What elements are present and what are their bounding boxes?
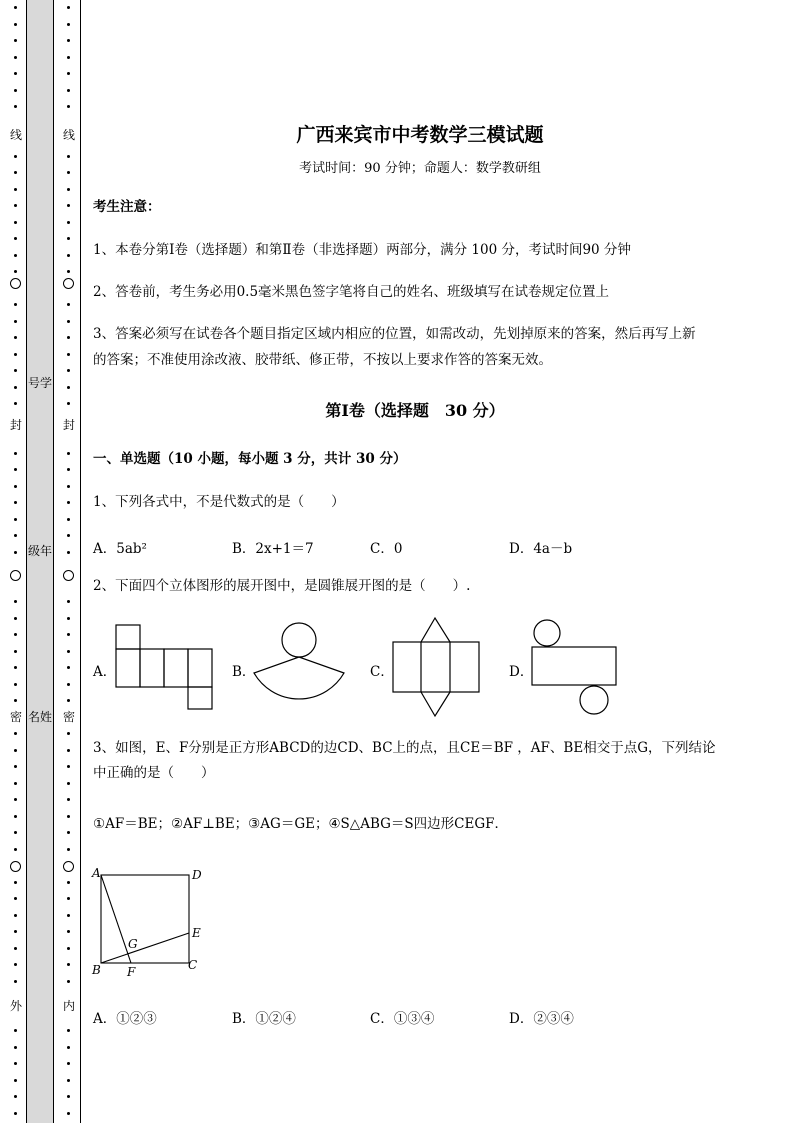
margin-dot bbox=[67, 650, 70, 653]
margin-dot bbox=[67, 617, 70, 620]
margin-dot bbox=[67, 188, 70, 191]
margin-dot bbox=[14, 72, 17, 75]
margin-dot bbox=[67, 303, 70, 306]
margin-dot bbox=[67, 23, 70, 26]
q2-option-b-label: B． bbox=[232, 664, 256, 680]
margin-dot bbox=[14, 221, 17, 224]
margin-dot bbox=[14, 980, 17, 983]
margin-dot bbox=[67, 386, 70, 389]
notice-item: 的答案；不准使用涂改液、胶带纸、修正带，不按以上要求作答的答案无效。 bbox=[93, 352, 552, 368]
margin-dot bbox=[14, 1046, 17, 1049]
point-c-label: C bbox=[188, 958, 198, 972]
margin-dot bbox=[14, 666, 17, 669]
point-e-label: E bbox=[192, 926, 201, 940]
q3-option-d: D．②③④ bbox=[509, 1011, 574, 1027]
margin-dot bbox=[14, 303, 17, 306]
field-student-number: 号学 bbox=[27, 376, 52, 390]
point-g-label: G bbox=[128, 937, 138, 951]
margin-dot bbox=[14, 617, 17, 620]
margin-circle bbox=[10, 570, 21, 581]
margin-dot bbox=[67, 1079, 70, 1082]
margin-circle bbox=[63, 570, 74, 581]
margin-dot bbox=[14, 1079, 17, 1082]
question-1-stem: 1、下列各式中，不是代数式的是（ ） bbox=[93, 494, 345, 510]
margin-label: 封 bbox=[62, 418, 75, 432]
margin-dot bbox=[14, 320, 17, 323]
margin-label: 线 bbox=[62, 128, 75, 142]
margin-dot bbox=[14, 732, 17, 735]
margin-dot bbox=[67, 56, 70, 59]
margin-dot bbox=[67, 897, 70, 900]
margin-dot bbox=[14, 353, 17, 356]
margin-dot bbox=[67, 798, 70, 801]
margin-dot bbox=[67, 452, 70, 455]
margin-circle bbox=[10, 861, 21, 872]
margin-label: 封 bbox=[9, 418, 22, 432]
margin-dot bbox=[67, 320, 70, 323]
q2-option-d-label: D． bbox=[509, 664, 534, 680]
q3-square-figure bbox=[88, 862, 213, 982]
question-3-conclusions: ①AF＝BE；②AF⊥BE；③AG＝GE；④S△ABG＝S四边形CEGF． bbox=[93, 816, 508, 832]
margin-dot bbox=[14, 650, 17, 653]
margin-label: 外 bbox=[9, 999, 22, 1013]
margin-dot bbox=[14, 897, 17, 900]
margin-dot bbox=[14, 534, 17, 537]
margin-dot bbox=[67, 633, 70, 636]
margin-dot bbox=[14, 782, 17, 785]
point-a-label: A bbox=[92, 866, 101, 880]
margin-dot bbox=[67, 72, 70, 75]
margin-dot bbox=[14, 105, 17, 108]
margin-dot bbox=[67, 1046, 70, 1049]
margin-dot bbox=[14, 204, 17, 207]
margin-dot bbox=[67, 353, 70, 356]
margin-dot bbox=[14, 518, 17, 521]
margin-dot bbox=[14, 56, 17, 59]
margin-dot bbox=[14, 270, 17, 273]
margin-dot bbox=[14, 963, 17, 966]
margin-circle bbox=[63, 861, 74, 872]
margin-dot bbox=[14, 831, 17, 834]
question-3-stem-line2: 中正确的是（ ） bbox=[93, 765, 215, 781]
q3-option-c: C．①③④ bbox=[370, 1011, 435, 1027]
q2-figure-d-cylinder-net bbox=[527, 615, 622, 720]
margin-dot bbox=[14, 699, 17, 702]
margin-dot bbox=[67, 732, 70, 735]
margin-dot bbox=[14, 336, 17, 339]
margin-dot bbox=[14, 1062, 17, 1065]
margin-dot bbox=[14, 749, 17, 752]
margin-dot bbox=[67, 914, 70, 917]
margin-dot bbox=[14, 254, 17, 257]
margin-dot bbox=[67, 683, 70, 686]
margin-dot bbox=[67, 518, 70, 521]
margin-dot bbox=[67, 369, 70, 372]
exam-title: 广西来宾市中考数学三模试题 bbox=[296, 124, 544, 146]
margin-dot bbox=[67, 270, 70, 273]
margin-dot bbox=[67, 39, 70, 42]
margin-dot bbox=[14, 930, 17, 933]
q2-figure-b-cone-net bbox=[250, 620, 360, 715]
q1-option-b: B．2x+1＝7 bbox=[232, 541, 314, 557]
margin-circle bbox=[10, 278, 21, 289]
margin-dot bbox=[67, 336, 70, 339]
margin-label: 线 bbox=[9, 128, 22, 142]
margin-dot bbox=[67, 6, 70, 9]
margin-dot bbox=[14, 237, 17, 240]
margin-dot bbox=[67, 89, 70, 92]
field-grade: 级年 bbox=[27, 544, 52, 558]
margin-dot bbox=[14, 881, 17, 884]
margin-dot bbox=[14, 6, 17, 9]
margin-label: 密 bbox=[62, 710, 75, 724]
q2-figure-a-cube-net bbox=[110, 620, 220, 715]
margin-dot bbox=[67, 765, 70, 768]
point-d-label: D bbox=[192, 868, 202, 882]
margin-dot bbox=[14, 452, 17, 455]
q1-option-c: C．0 bbox=[370, 541, 403, 557]
margin-dot bbox=[14, 683, 17, 686]
margin-label: 内 bbox=[62, 999, 75, 1013]
exam-subtitle: 考试时间：90 分钟；命题人：数学教研组 bbox=[299, 161, 541, 176]
notice-heading: 考生注意： bbox=[93, 199, 161, 215]
margin-dot bbox=[67, 1062, 70, 1065]
margin-dot bbox=[14, 1095, 17, 1098]
margin-dot bbox=[14, 815, 17, 818]
margin-dot bbox=[14, 947, 17, 950]
section-title: 第Ⅰ卷（选择题 30 分） bbox=[325, 401, 505, 420]
q1-option-d: D．4a－b bbox=[509, 541, 573, 557]
margin-dot bbox=[67, 831, 70, 834]
margin-dot bbox=[14, 600, 17, 603]
notice-item: 2、答卷前，考生务必用0.5毫米黑色签字笔将自己的姓名、班级填写在试卷规定位置上 bbox=[93, 284, 610, 300]
margin-dot bbox=[14, 633, 17, 636]
q2-option-a-label: A． bbox=[93, 664, 117, 680]
margin-dot bbox=[67, 815, 70, 818]
margin-dot bbox=[67, 1095, 70, 1098]
question-3-stem-line1: 3、如图，E、F分别是正方形ABCD的边CD、BC上的点，且CE＝BF ，AF、BE相交于点G，下列结论 bbox=[93, 740, 716, 756]
margin-dot bbox=[67, 699, 70, 702]
margin-dot bbox=[67, 105, 70, 108]
margin-dot bbox=[14, 848, 17, 851]
margin-dot bbox=[67, 254, 70, 257]
margin-dot bbox=[67, 221, 70, 224]
q3-option-a: A．①②③ bbox=[93, 1011, 157, 1027]
margin-dot bbox=[67, 551, 70, 554]
q2-option-c-label: C． bbox=[370, 664, 394, 680]
margin-dot bbox=[14, 501, 17, 504]
margin-dot bbox=[14, 39, 17, 42]
margin-dot bbox=[67, 468, 70, 471]
q2-figure-c-prism-net bbox=[388, 615, 488, 720]
margin-dot bbox=[14, 914, 17, 917]
margin-dot bbox=[14, 468, 17, 471]
notice-item: 1、本卷分第Ⅰ卷（选择题）和第Ⅱ卷（非选择题）两部分，满分 100 分，考试时间90 分钟 bbox=[93, 242, 631, 258]
margin-dot bbox=[67, 749, 70, 752]
margin-dot bbox=[14, 551, 17, 554]
margin-dot bbox=[67, 1029, 70, 1032]
margin-dot bbox=[14, 798, 17, 801]
margin-dot bbox=[67, 501, 70, 504]
margin-dot bbox=[67, 881, 70, 884]
part-heading: 一、单选题（10 小题，每小题 3 分，共计 30 分） bbox=[93, 451, 407, 467]
margin-dot bbox=[67, 666, 70, 669]
margin-dot bbox=[67, 947, 70, 950]
margin-label: 密 bbox=[9, 710, 22, 724]
notice-item: 3、答案必须写在试卷各个题目指定区域内相应的位置，如需改动，先划掉原来的答案，然后再写上新 bbox=[93, 326, 696, 342]
margin-dot bbox=[67, 1112, 70, 1115]
margin-dot bbox=[67, 600, 70, 603]
margin-dot bbox=[67, 963, 70, 966]
margin-dot bbox=[14, 89, 17, 92]
margin-circle bbox=[63, 278, 74, 289]
margin-dot bbox=[14, 369, 17, 372]
margin-dot bbox=[14, 23, 17, 26]
field-name: 名姓 bbox=[27, 710, 52, 724]
margin-dot bbox=[67, 848, 70, 851]
margin-dot bbox=[14, 188, 17, 191]
margin-dot bbox=[14, 386, 17, 389]
q3-option-b: B．①②④ bbox=[232, 1011, 296, 1027]
q1-option-a: A．5ab² bbox=[93, 541, 147, 557]
margin-dot bbox=[67, 980, 70, 983]
margin-dot bbox=[14, 1112, 17, 1115]
margin-dot bbox=[67, 930, 70, 933]
margin-dot bbox=[14, 765, 17, 768]
margin-dot bbox=[67, 485, 70, 488]
point-f-label: F bbox=[127, 965, 136, 979]
question-2-stem: 2、下面四个立体图形的展开图中，是圆锥展开图的是（ ）. bbox=[93, 578, 471, 594]
margin-dot bbox=[67, 237, 70, 240]
margin-dot bbox=[14, 1029, 17, 1032]
point-b-label: B bbox=[92, 963, 101, 977]
margin-dot bbox=[67, 534, 70, 537]
margin-dot bbox=[67, 782, 70, 785]
margin-dot bbox=[67, 204, 70, 207]
margin-dot bbox=[14, 485, 17, 488]
